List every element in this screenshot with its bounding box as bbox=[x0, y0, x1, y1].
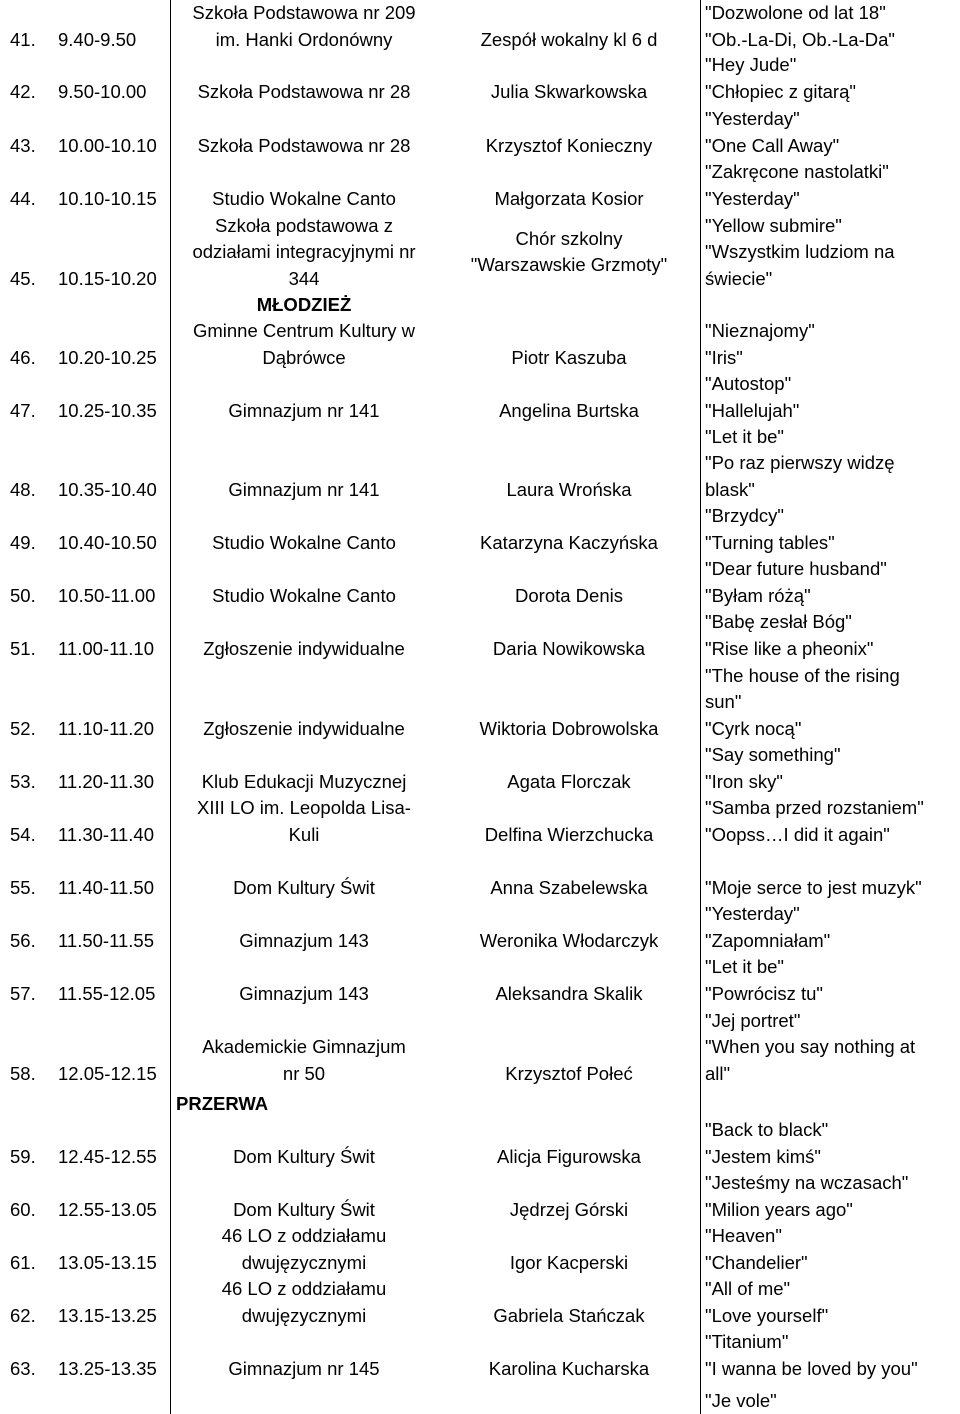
time-slot bbox=[50, 212, 170, 292]
song-titles-line: "Cyrk nocą" bbox=[705, 717, 802, 739]
performer-name bbox=[438, 1223, 700, 1276]
table-row bbox=[0, 1276, 960, 1329]
song-titles bbox=[700, 1382, 960, 1414]
school-name-line: Zgłoszenie indywidualne bbox=[203, 717, 405, 739]
performer-name bbox=[438, 318, 700, 371]
school-name bbox=[170, 159, 438, 212]
row-number-line: 56. bbox=[10, 929, 36, 951]
row-number bbox=[0, 0, 50, 53]
school-name bbox=[170, 1329, 438, 1382]
row-number bbox=[0, 1276, 50, 1329]
song-titles-line: "Yellow submire" bbox=[705, 215, 842, 237]
song-titles-line: all" bbox=[705, 1062, 731, 1084]
song-titles-line: "All of me" bbox=[705, 1278, 791, 1300]
row-number bbox=[0, 212, 50, 292]
song-titles-line: blask" bbox=[705, 478, 755, 500]
table-row bbox=[0, 503, 960, 556]
school-name-line: Gimnazjum nr 141 bbox=[228, 399, 380, 421]
performer-name-line: Chór szkolny bbox=[515, 227, 623, 249]
table-row bbox=[0, 0, 960, 53]
song-titles-line: "Jesteśmy na wczasach" bbox=[705, 1172, 909, 1194]
row-number bbox=[0, 742, 50, 795]
row-number bbox=[0, 1117, 50, 1170]
school-name-line: Gimnazjum nr 145 bbox=[228, 1357, 380, 1379]
song-titles bbox=[700, 1117, 960, 1170]
school-name-line: Dom Kultury Świt bbox=[233, 1198, 375, 1220]
performer-name bbox=[438, 662, 700, 742]
row-number-line: 62. bbox=[10, 1304, 36, 1326]
school-name-line: Gimnazjum 143 bbox=[239, 929, 369, 951]
row-number-line: 61. bbox=[10, 1251, 36, 1273]
row-number bbox=[0, 318, 50, 371]
time-slot bbox=[50, 954, 170, 1007]
row-number-line: 53. bbox=[10, 770, 36, 792]
row-number bbox=[0, 371, 50, 424]
song-titles-line: "Zakręcone nastolatki" bbox=[705, 161, 889, 183]
song-titles-line: "Byłam różą" bbox=[705, 584, 811, 606]
performer-name bbox=[438, 212, 700, 292]
song-titles bbox=[700, 1170, 960, 1223]
song-titles-line: "Moje serce to jest muzyk" bbox=[705, 876, 922, 898]
performer-name bbox=[438, 53, 700, 105]
performer-name bbox=[438, 848, 700, 901]
performer-name-line: Delfina Wierzchucka bbox=[484, 823, 654, 845]
time-slot-line: 11.10-11.20 bbox=[58, 717, 155, 739]
song-titles bbox=[700, 318, 960, 371]
table-row bbox=[0, 212, 960, 292]
song-titles-line: świecie" bbox=[705, 267, 773, 289]
performer-name-line: "Warszawskie Grzmoty" bbox=[470, 254, 668, 275]
song-titles-line: "Say something" bbox=[705, 744, 841, 766]
time-slot bbox=[50, 848, 170, 901]
song-titles-line: "Zapomniałam" bbox=[705, 929, 831, 951]
performer-name bbox=[438, 1276, 700, 1329]
school-name bbox=[170, 106, 438, 159]
time-slot bbox=[50, 318, 170, 371]
time-slot bbox=[50, 1170, 170, 1223]
song-titles bbox=[700, 1223, 960, 1276]
table-row bbox=[0, 848, 960, 901]
time-slot bbox=[50, 662, 170, 742]
song-titles bbox=[700, 662, 960, 742]
performer-name bbox=[438, 1170, 700, 1223]
row-number-line: 43. bbox=[10, 134, 36, 156]
song-titles bbox=[700, 901, 960, 954]
song-titles-line: "When you say nothing at bbox=[705, 1036, 916, 1058]
time-slot bbox=[50, 1007, 170, 1087]
time-slot-line: 11.40-11.50 bbox=[58, 876, 155, 898]
school-name-line: nr 50 bbox=[282, 1062, 326, 1084]
row-number bbox=[0, 795, 50, 848]
performer-name bbox=[438, 1117, 700, 1170]
performer-name-line: Jędrzej Górski bbox=[509, 1198, 629, 1220]
time-slot bbox=[50, 106, 170, 159]
time-slot bbox=[50, 901, 170, 954]
performer-name bbox=[438, 1007, 700, 1087]
row-number-line: 45. bbox=[10, 267, 36, 289]
song-titles-line: "Autostop" bbox=[705, 373, 792, 395]
row-number bbox=[0, 848, 50, 901]
table-row bbox=[0, 53, 960, 105]
school-name bbox=[170, 212, 438, 292]
row-number-line: 49. bbox=[10, 531, 36, 553]
school-name-line: XIII LO im. Leopolda Lisa- bbox=[197, 797, 411, 819]
row-number bbox=[0, 901, 50, 954]
row-number-line: 41. bbox=[10, 28, 36, 50]
school-name-line: Kuli bbox=[288, 823, 320, 845]
school-name bbox=[170, 0, 438, 53]
song-titles-line: "Jestem kimś" bbox=[705, 1145, 821, 1167]
school-name-line: Szkoła Podstawowa nr 209 bbox=[192, 2, 416, 24]
time-slot bbox=[50, 556, 170, 609]
performer-name-line: Katarzyna Kaczyńska bbox=[480, 531, 658, 553]
school-name bbox=[170, 1170, 438, 1223]
school-name bbox=[170, 848, 438, 901]
song-titles bbox=[700, 795, 960, 848]
row-number bbox=[0, 1329, 50, 1382]
table-row bbox=[0, 106, 960, 159]
school-name-line: 344 bbox=[288, 267, 320, 289]
song-titles bbox=[700, 53, 960, 105]
school-name-line: Zgłoszenie indywidualne bbox=[203, 637, 405, 659]
song-titles bbox=[700, 954, 960, 1007]
school-name bbox=[170, 662, 438, 742]
table-row bbox=[0, 371, 960, 424]
time-slot bbox=[50, 371, 170, 424]
song-titles bbox=[700, 556, 960, 609]
school-name bbox=[170, 795, 438, 848]
song-titles-line: "One Call Away" bbox=[705, 134, 840, 156]
performer-name bbox=[438, 609, 700, 662]
row-number-line: 44. bbox=[10, 187, 36, 209]
school-name-line: Gminne Centrum Kultury w bbox=[192, 320, 416, 342]
performer-name-line: Dorota Denis bbox=[515, 584, 623, 606]
time-slot bbox=[50, 795, 170, 848]
performer-name bbox=[438, 371, 700, 424]
school-name-line: Studio Wokalne Canto bbox=[212, 584, 396, 606]
song-titles bbox=[700, 848, 960, 901]
performer-name-line: Zespół wokalny kl 6 d bbox=[480, 28, 658, 50]
table-row bbox=[0, 1170, 960, 1223]
performer-name-line: Laura Wrońska bbox=[506, 478, 632, 500]
time-slot-line: 10.40-10.50 bbox=[58, 531, 157, 553]
song-titles bbox=[700, 371, 960, 424]
school-name-line: im. Hanki Ordonówny bbox=[215, 28, 393, 50]
school-name bbox=[170, 371, 438, 424]
row-number-line: 59. bbox=[10, 1145, 36, 1167]
row-number bbox=[0, 106, 50, 159]
table-row bbox=[0, 742, 960, 795]
song-titles bbox=[700, 424, 960, 503]
school-name bbox=[170, 503, 438, 556]
table-row bbox=[0, 424, 960, 503]
time-slot-line: 13.25-13.35 bbox=[58, 1357, 157, 1379]
song-titles-line: "Jej portret" bbox=[705, 1010, 801, 1032]
song-titles bbox=[700, 1329, 960, 1382]
table-row bbox=[0, 662, 960, 742]
time-slot-line: 10.50-11.00 bbox=[58, 584, 156, 606]
song-titles-line: "Back to black" bbox=[705, 1119, 829, 1141]
row-number-line: 54. bbox=[10, 823, 36, 845]
performer-name-line: Anna Szabelewska bbox=[490, 876, 648, 898]
song-titles bbox=[700, 0, 960, 53]
row-number bbox=[0, 1170, 50, 1223]
time-slot bbox=[50, 0, 170, 53]
song-titles-line: "Let it be" bbox=[705, 956, 784, 978]
school-name bbox=[170, 53, 438, 105]
school-name bbox=[170, 424, 438, 503]
row-number bbox=[0, 556, 50, 609]
time-slot bbox=[50, 159, 170, 212]
performer-name-line: Krzysztof Połeć bbox=[505, 1062, 633, 1084]
song-titles-line: "Wszystkim ludziom na bbox=[705, 241, 895, 263]
time-slot bbox=[50, 1223, 170, 1276]
time-slot-line: 10.10-10.15 bbox=[58, 187, 157, 209]
time-slot bbox=[50, 503, 170, 556]
song-titles-line: sun" bbox=[705, 691, 742, 713]
time-slot-line: 9.40-9.50 bbox=[58, 28, 137, 50]
time-slot bbox=[50, 1329, 170, 1382]
song-titles-line: "The house of the rising bbox=[705, 665, 900, 687]
song-titles-line: "Brzydcy" bbox=[705, 505, 784, 527]
song-titles-line: "Milion years ago" bbox=[705, 1198, 853, 1220]
performer-name-line: Angelina Burtska bbox=[499, 399, 639, 421]
performer-name-line: Gabriela Stańczak bbox=[493, 1304, 645, 1326]
school-name bbox=[170, 1223, 438, 1276]
school-name bbox=[170, 318, 438, 371]
time-slot-line: 12.55-13.05 bbox=[58, 1198, 157, 1220]
table-row bbox=[0, 795, 960, 848]
time-slot-line: 11.55-12.05 bbox=[58, 982, 156, 1004]
row-number-line: 55. bbox=[10, 876, 36, 898]
school-name-line: dwujęzycznymi bbox=[241, 1304, 367, 1326]
song-titles-line: "Babę zesłał Bóg" bbox=[705, 611, 852, 633]
school-name bbox=[170, 1276, 438, 1329]
school-name bbox=[170, 901, 438, 954]
time-slot-line: 10.15-10.20 bbox=[58, 267, 157, 289]
time-slot bbox=[50, 742, 170, 795]
song-titles-line: "I wanna be loved by you" bbox=[705, 1357, 918, 1379]
school-name-line: Dom Kultury Świt bbox=[233, 1145, 375, 1167]
time-slot-line: 13.05-13.15 bbox=[58, 1251, 157, 1273]
time-slot-line: 9.50-10.00 bbox=[58, 80, 147, 102]
time-slot bbox=[50, 53, 170, 105]
school-name-line: Akademickie Gimnazjum bbox=[202, 1036, 406, 1058]
row-number-line: 46. bbox=[10, 346, 36, 368]
time-slot-line: 10.25-10.35 bbox=[58, 399, 157, 421]
song-titles-line: "Iris" bbox=[705, 346, 743, 368]
time-slot-line: 12.45-12.55 bbox=[58, 1145, 157, 1167]
time-slot-line: 11.30-11.40 bbox=[58, 823, 155, 845]
performer-name-line: Weronika Włodarczyk bbox=[479, 929, 659, 951]
performer-name-line: Krzysztof Konieczny bbox=[485, 134, 653, 156]
section-header-mlodziez: MŁODZIEŻ bbox=[256, 294, 352, 315]
song-titles-line: "Nieznajomy" bbox=[705, 320, 815, 342]
table-row bbox=[0, 159, 960, 212]
row-number-line: 58. bbox=[10, 1062, 36, 1084]
time-slot-line: 12.05-12.15 bbox=[58, 1062, 157, 1084]
row-number bbox=[0, 662, 50, 742]
song-titles-line: "Chandelier" bbox=[705, 1251, 808, 1273]
song-titles-line: "Powrócisz tu" bbox=[705, 982, 824, 1004]
performer-name bbox=[438, 0, 700, 53]
school-name-line: Gimnazjum nr 141 bbox=[228, 478, 380, 500]
school-name-line: dwujęzycznymi bbox=[241, 1251, 367, 1273]
school-name-line: odziałami integracyjnymi nr bbox=[192, 241, 416, 263]
performer-name bbox=[438, 424, 700, 503]
song-titles bbox=[700, 159, 960, 212]
song-titles-line: "Love yourself" bbox=[705, 1304, 829, 1326]
performer-name bbox=[438, 1329, 700, 1382]
song-titles-line: "Oopss…I did it again" bbox=[705, 823, 890, 845]
song-titles-line: "Iron sky" bbox=[705, 770, 783, 792]
section-header-przerwa: PRZERWA bbox=[176, 1093, 269, 1114]
song-titles-line: "Yesterday" bbox=[705, 108, 800, 130]
performer-name-line: Karolina Kucharska bbox=[488, 1357, 650, 1379]
time-slot-line: 11.00-11.10 bbox=[58, 637, 155, 659]
performer-name-line: Piotr Kaszuba bbox=[511, 346, 627, 368]
song-titles-line: "Dozwolone od lat 18" bbox=[705, 2, 886, 24]
table-row bbox=[0, 318, 960, 371]
performer-name-line: Julia Skwarkowska bbox=[490, 80, 648, 102]
song-titles-line: "Rise like a pheonix" bbox=[705, 637, 874, 659]
time-slot-line: 11.50-11.55 bbox=[58, 929, 155, 951]
row-number-line: 63. bbox=[10, 1357, 36, 1379]
performer-name bbox=[438, 106, 700, 159]
school-name-line: Klub Edukacji Muzycznej bbox=[201, 770, 407, 792]
school-name bbox=[170, 1117, 438, 1170]
school-name bbox=[170, 954, 438, 1007]
song-titles bbox=[700, 1276, 960, 1329]
performer-name bbox=[438, 795, 700, 848]
school-name-line: Dąbrówce bbox=[262, 346, 346, 368]
performer-name-line: Małgorzata Kosior bbox=[494, 187, 644, 209]
performer-name-line: Aleksandra Skalik bbox=[495, 982, 643, 1004]
row-number-line: 57. bbox=[10, 982, 36, 1004]
song-titles-line: "Hey Jude" bbox=[705, 54, 797, 76]
song-titles bbox=[700, 212, 960, 292]
song-titles-line: "Turning tables" bbox=[705, 531, 835, 553]
school-name bbox=[170, 556, 438, 609]
time-slot-line: 11.20-11.30 bbox=[58, 770, 155, 792]
row-number bbox=[0, 53, 50, 105]
table-row bbox=[0, 609, 960, 662]
performer-name bbox=[438, 556, 700, 609]
row-number-line: 48. bbox=[10, 478, 36, 500]
school-name-line: Dom Kultury Świt bbox=[233, 876, 375, 898]
row-number bbox=[0, 1223, 50, 1276]
time-slot bbox=[50, 1117, 170, 1170]
school-name-line: Szkoła podstawowa z bbox=[215, 215, 393, 237]
time-slot-line: 10.35-10.40 bbox=[58, 478, 157, 500]
time-slot-line: 10.00-10.10 bbox=[58, 134, 157, 156]
time-slot bbox=[50, 1276, 170, 1329]
school-name-line: 46 LO z oddziałamu bbox=[221, 1225, 387, 1247]
table-row bbox=[0, 901, 960, 954]
song-titles-line: "Hallelujah" bbox=[705, 399, 800, 421]
school-name bbox=[170, 1007, 438, 1087]
table-row bbox=[0, 1007, 960, 1087]
song-titles-line: "Je vole" bbox=[705, 1389, 777, 1411]
school-name-line: Studio Wokalne Canto bbox=[212, 187, 396, 209]
performer-name bbox=[438, 954, 700, 1007]
song-titles bbox=[700, 742, 960, 795]
school-name-line: Szkoła Podstawowa nr 28 bbox=[197, 134, 411, 156]
performer-name bbox=[438, 159, 700, 212]
time-slot bbox=[50, 424, 170, 503]
school-name-line: Studio Wokalne Canto bbox=[212, 531, 396, 553]
time-slot-line: 13.15-13.25 bbox=[58, 1304, 157, 1326]
table-row bbox=[0, 1223, 960, 1276]
row-number bbox=[0, 503, 50, 556]
song-titles-line: "Yesterday" bbox=[705, 903, 800, 925]
school-name-line: Gimnazjum 143 bbox=[239, 982, 369, 1004]
performer-name-line: Daria Nowikowska bbox=[492, 637, 646, 659]
time-slot-line: 10.20-10.25 bbox=[58, 346, 157, 368]
row-number bbox=[0, 954, 50, 1007]
row-number-line: 51. bbox=[10, 637, 36, 659]
school-name bbox=[170, 742, 438, 795]
song-titles-line: "Yesterday" bbox=[705, 187, 800, 209]
performer-name bbox=[438, 503, 700, 556]
song-titles-line: "Heaven" bbox=[705, 1225, 782, 1247]
song-titles-line: "Ob.-La-Di, Ob.-La-Da" bbox=[705, 28, 895, 50]
song-titles-line: "Po raz pierwszy widzę bbox=[705, 452, 895, 474]
school-name-line: Szkoła Podstawowa nr 28 bbox=[197, 80, 411, 102]
row-number-line: 60. bbox=[10, 1198, 36, 1220]
table-row bbox=[0, 954, 960, 1007]
table-row bbox=[0, 1117, 960, 1170]
row-number-line: 50. bbox=[10, 584, 36, 606]
table-row bbox=[0, 1329, 960, 1382]
song-titles bbox=[700, 503, 960, 556]
row-number-line: 47. bbox=[10, 399, 36, 421]
song-titles-line: "Dear future husband" bbox=[705, 558, 887, 580]
song-titles bbox=[700, 609, 960, 662]
song-titles bbox=[700, 106, 960, 159]
performer-name-line: Alicja Figurowska bbox=[497, 1145, 641, 1167]
table-row bbox=[0, 556, 960, 609]
row-number bbox=[0, 1007, 50, 1087]
performer-name-line: Igor Kacperski bbox=[509, 1251, 629, 1273]
row-number bbox=[0, 609, 50, 662]
row-number bbox=[0, 159, 50, 212]
row-number bbox=[0, 424, 50, 503]
time-slot bbox=[50, 609, 170, 662]
performer-name-line: Agata Florczak bbox=[507, 770, 631, 792]
song-titles-line: "Chłopiec z gitarą" bbox=[705, 80, 856, 102]
school-name-line: 46 LO z oddziałamu bbox=[221, 1278, 387, 1300]
table-row bbox=[0, 1382, 960, 1414]
song-titles-line: "Titanium" bbox=[705, 1331, 789, 1353]
row-number-line: 42. bbox=[10, 80, 36, 102]
school-name bbox=[170, 609, 438, 662]
performer-name bbox=[438, 742, 700, 795]
performer-name-line: Wiktoria Dobrowolska bbox=[479, 717, 659, 739]
song-titles-line: "Let it be" bbox=[705, 426, 784, 448]
row-number-line: 52. bbox=[10, 717, 36, 739]
song-titles bbox=[700, 1007, 960, 1087]
performer-name bbox=[438, 901, 700, 954]
song-titles-line: "Samba przed rozstaniem" bbox=[705, 797, 924, 819]
